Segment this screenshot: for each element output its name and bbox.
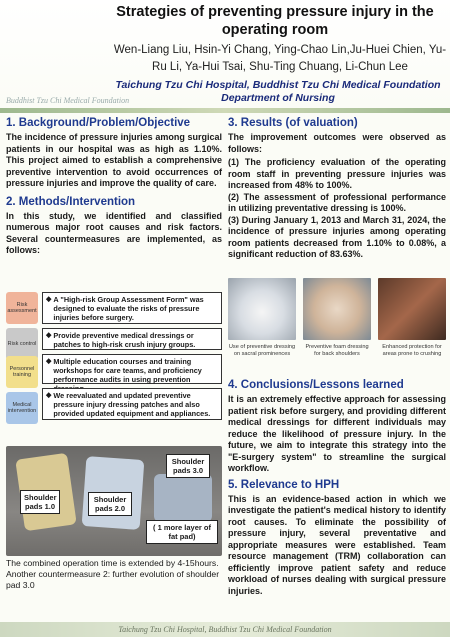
bullet-icon: ◆ bbox=[46, 358, 52, 365]
bullet-icon: ◆ bbox=[46, 392, 52, 399]
flow-label-risk-assessment: Risk assessment bbox=[6, 292, 38, 324]
background-text: The incidence of pressure injuries among surgical patients in our hospital was as high as 1.10%. This project aimed to establish a comprehensive preventive intervention to avoid occurrences of pressure injuries and improve the quality of care. bbox=[6, 132, 222, 188]
pads-note: The combined operation time is extended by 4-15hours. Another countermeasure 2: further evolution of shoulder pad 3.0 bbox=[6, 558, 220, 590]
result-photo-1 bbox=[228, 278, 296, 340]
conclusions-text: It is an extremely effective approach for assessing patient risk before surgery, and providing different medical dressings for different individuals may reduce the likelihood of pressure injury. In the future, we aim to integrate this strategy into the "E-surgery system" to streamline the surgical workflow. bbox=[228, 394, 446, 473]
photo-caption-2: Preventive foam dressing for back shoulders bbox=[305, 344, 369, 357]
author-list: Wen-Liang Liu, Hsin-Yi Chang, Ying-Chao Lin,Ju-Huei Chien, Yu-Ru Li, Ya-Hui Tsai, Shu-Ting Chuang, Li-Chun Lee bbox=[113, 44, 447, 73]
relevance-text: This is an evidence-based action in which we investigate the patient's medical history to identify root causes. To eliminate the possibility of pressure injury, several preventative and appropriate measures were established. Team resource management (TRM) collaboration can efficiently improve patient safety and reduce workload of nurses dealing with surgical pressure injuries. bbox=[228, 493, 446, 596]
photo-caption-1: Use of preventive dressing on sacral prominences bbox=[228, 344, 296, 357]
shoulder-pads-photo bbox=[6, 446, 222, 556]
methods-text: In this study, we identified and classified numerous major root causes and risk factors. Several countermeasures are implemented, as follows: bbox=[6, 210, 222, 255]
pad-label-1: Shoulder pads 1.0 bbox=[20, 490, 60, 514]
poster-footer: Taichung Tzu Chi Hospital, Buddhist Tzu Chi Medical Foundation bbox=[0, 622, 450, 637]
section-title-background: 1. Background/Problem/Objective bbox=[6, 117, 191, 129]
flow-label-personnel-training: Personnel training bbox=[6, 356, 38, 388]
bullet-icon: ◆ bbox=[46, 296, 52, 303]
section-title-conclusions: 4. Conclusions/Lessons learned bbox=[228, 379, 404, 391]
poster-header bbox=[0, 0, 450, 106]
pad-label-2: Shoulder pads 2.0 bbox=[88, 492, 132, 516]
flow-step-text: We reevaluated and updated preventive pressure injury dressing patches and also provided updated equipment and appliances. bbox=[53, 391, 211, 418]
flow-step-3 bbox=[42, 354, 222, 384]
right-column bbox=[228, 116, 446, 261]
flow-label-medical-intervention: Medical intervention bbox=[6, 392, 38, 424]
pad-label-3: Shoulder pads 3.0 bbox=[166, 454, 210, 478]
results-item-1: (1) The proficiency evaluation of the operating room staff in preventing pressure injuries was increased from 48% to 100%. bbox=[228, 157, 446, 190]
results-item-3: (3) During January 1, 2013 and March 31, 2024, the incidence of pressure injuries among operating room patients decreased from 1.10% to 0.08%, a significant reduction of 83.63%. bbox=[228, 214, 446, 259]
results-item-2: (2) The assessment of professional performance in utilizing preventative dressing is 100%. bbox=[228, 191, 446, 213]
results-intro: The improvement outcomes were observed as follows: bbox=[228, 132, 446, 154]
methods-flow bbox=[6, 292, 222, 428]
result-photo-2 bbox=[303, 278, 371, 340]
affiliation-line-1: Taichung Tzu Chi Hospital, Buddhist Tzu Chi Medical Foundation bbox=[115, 79, 441, 91]
photo-caption-3: Enhanced protection for areas prone to crushing bbox=[382, 344, 442, 357]
left-column bbox=[6, 116, 222, 257]
flow-step-1 bbox=[42, 292, 222, 324]
flow-label-risk-control: Risk control bbox=[6, 328, 38, 360]
right-column-lower bbox=[228, 378, 446, 597]
affiliation bbox=[110, 79, 446, 105]
flow-step-text: A "High-risk Group Assessment Form" was designed to evaluate the risks of pressure injuries before surgery. bbox=[53, 295, 204, 322]
flow-step-text: Multiple education courses and training workshops for care teams, and proficiency performance audits in using prevention bbox=[53, 357, 202, 384]
flow-step-text: Provide preventive medical dressings or patches to high-risk crush injury groups. bbox=[53, 331, 196, 349]
affiliation-line-2: Department of Nursing bbox=[221, 92, 335, 104]
header-watermark: Buddhist Tzu Chi Medical Foundation bbox=[6, 96, 130, 105]
shoulder-pad-image bbox=[154, 474, 212, 522]
header-divider bbox=[0, 108, 450, 113]
results-photos bbox=[228, 278, 446, 378]
bullet-icon: ◆ bbox=[46, 332, 52, 339]
flow-step-4 bbox=[42, 388, 222, 420]
section-title-methods: 2. Methods/Intervention bbox=[6, 195, 136, 208]
section-title-relevance: 5. Relevance to HPH bbox=[228, 478, 340, 491]
pad-label-layer: ( 1 more layer of fat pad) bbox=[146, 520, 218, 544]
section-title-results: 3. Results (of valuation) bbox=[228, 117, 358, 129]
result-photo-3 bbox=[378, 278, 446, 340]
flow-step-2 bbox=[42, 328, 222, 350]
poster-title: Strategies of preventing pressure injury in the operating room bbox=[116, 4, 434, 38]
